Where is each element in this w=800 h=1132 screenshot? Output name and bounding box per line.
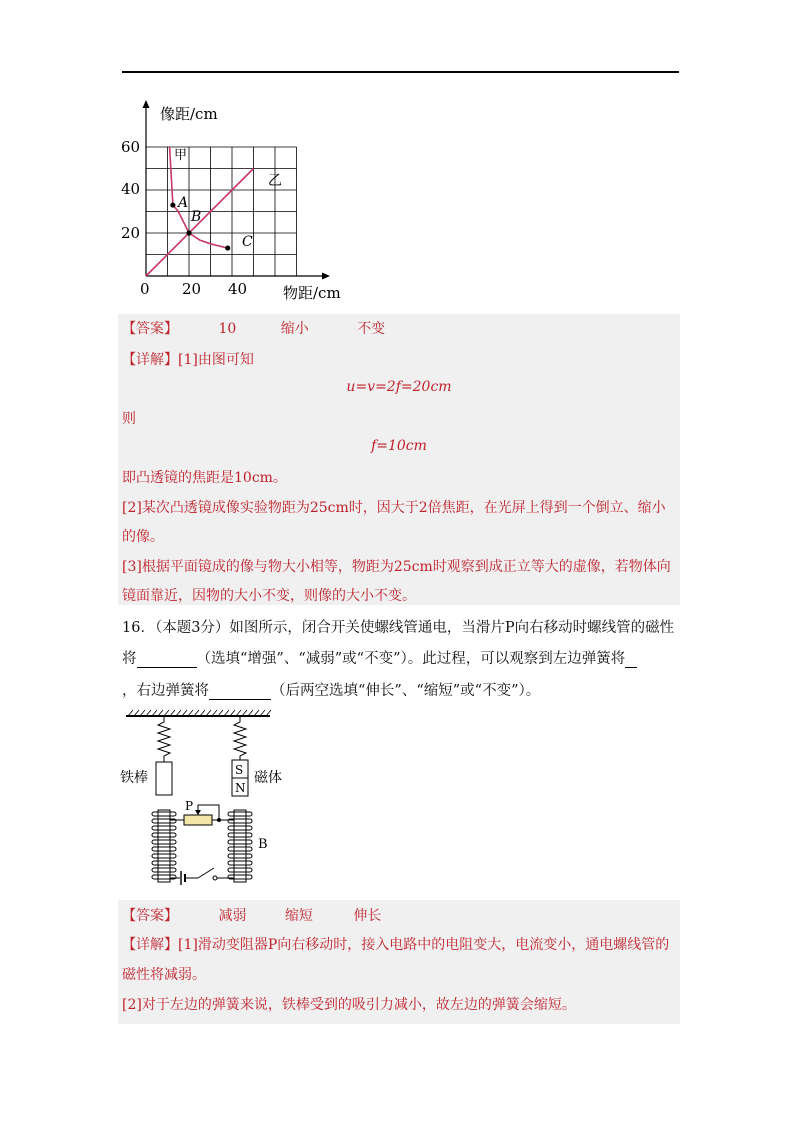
rheostat xyxy=(184,815,212,825)
answer-row-1 xyxy=(122,318,385,338)
answer-blank-1[interactable] xyxy=(137,651,197,668)
answer2-value-2: 缩短 xyxy=(284,908,313,924)
right-core xyxy=(234,810,246,882)
graph-grid xyxy=(146,147,297,276)
lens-graph xyxy=(118,96,358,306)
circuit-diagram xyxy=(118,706,288,892)
y-tick-20: 20 xyxy=(121,224,141,242)
x-tick-40: 40 xyxy=(228,280,248,298)
para-3-line-1: [3]根据平面镜成的像与物大小相等，物距为25cm时观察到成正立等大的虚像，若物体向 xyxy=(122,559,671,575)
then-text: 则 xyxy=(122,411,136,427)
detail-row-1 xyxy=(122,349,254,369)
y-tick-40: 40 xyxy=(121,180,141,198)
magnet-label: 磁体 xyxy=(254,770,282,786)
answer-value-1: 10 xyxy=(218,321,237,337)
label-b: B xyxy=(191,209,202,225)
answer2-detail-text: [1]滑动变阻器P向右移动时，接入电路中的电阻变大，电流变小，通电螺线管的 xyxy=(178,937,670,953)
label-a: A xyxy=(178,195,189,211)
answer-blank-3[interactable] xyxy=(209,683,271,700)
point-b xyxy=(186,230,191,235)
slider-arrow xyxy=(195,810,201,815)
left-core xyxy=(158,810,170,882)
b-label: B xyxy=(258,837,268,852)
para-2-line-1: [2]某次凸透镜成像实验物距为25cm时，因大于2倍焦距，在光屏上得到一个倒立、缩小 xyxy=(122,500,666,516)
label-c: C xyxy=(242,234,253,250)
point-a xyxy=(170,202,175,207)
q16-text-c: ，右边弹簧将 xyxy=(122,683,209,699)
answer2-detail-line-3: [2]对于左边的弹簧来说，铁棒受到的吸引力减小，故左边的弹簧会缩短。 xyxy=(122,997,576,1013)
label-jia: 甲 xyxy=(174,148,188,163)
graph-xlabel: 物距/cm xyxy=(283,284,341,302)
header-rule xyxy=(122,71,679,73)
answer2-tag: 【答案】 xyxy=(122,908,178,924)
answer2-value-1: 减弱 xyxy=(218,908,247,924)
answer-value-3: 不变 xyxy=(357,321,386,337)
question-16-line-1: 16．（本题3分）如图所示，闭合开关使螺线管通电，当滑片P向右移动时螺线管的磁性 xyxy=(122,620,675,636)
answer-value-2: 缩小 xyxy=(280,321,309,337)
answer-blank-2[interactable] xyxy=(625,651,637,668)
label-yi: 乙 xyxy=(268,173,282,189)
answer2-row xyxy=(122,905,381,925)
y-axis-arrow xyxy=(143,100,150,108)
answer-tag: 【答案】 xyxy=(122,321,178,337)
focal-text: 即凸透镜的焦距是10cm。 xyxy=(122,470,287,486)
graph-ylabel: 像距/cm xyxy=(160,105,218,123)
question-16-line-2 xyxy=(122,647,637,668)
x-axis-arrow xyxy=(322,273,330,280)
answer2-value-3: 伸长 xyxy=(353,908,382,924)
para-2-line-2: 的像。 xyxy=(122,529,164,545)
equation-1: u=v=2f=20cm xyxy=(346,379,452,395)
equation-2: f=10cm xyxy=(371,438,427,454)
s-pole-label: S xyxy=(235,763,244,777)
left-spring xyxy=(158,716,170,762)
q16-text-a: 将 xyxy=(122,651,137,667)
detail-intro: [1]由图可知 xyxy=(178,352,254,368)
iron-rod xyxy=(156,762,172,795)
x-tick-20: 20 xyxy=(182,280,202,298)
point-c xyxy=(225,245,230,250)
q16-text-b: （选填“增强”、“减弱”或“不变”）。此过程，可以观察到左边弹簧将 xyxy=(196,651,626,667)
slider-label: P xyxy=(185,799,194,813)
q16-text-d: （后两空选填“伸长”、“缩短”或“不变”）。 xyxy=(271,683,541,699)
switch-contact xyxy=(213,876,217,880)
answer2-detail-line-2: 磁性将减弱。 xyxy=(122,967,206,983)
iron-rod-label: 铁棒 xyxy=(120,770,148,786)
question-16-line-3 xyxy=(122,679,540,700)
y-tick-60: 60 xyxy=(121,138,141,156)
x-tick-0: 0 xyxy=(140,280,150,298)
n-pole-label: N xyxy=(235,781,246,795)
answer2-detail-tag: 【详解】 xyxy=(122,937,178,953)
detail-tag: 【详解】 xyxy=(122,352,178,368)
para-3-line-2: 镜面靠近，因物的大小不变，则像的大小不变。 xyxy=(122,588,416,604)
answer2-detail-line-1 xyxy=(122,934,669,954)
switch-blade xyxy=(198,868,214,878)
right-spring xyxy=(234,716,246,760)
